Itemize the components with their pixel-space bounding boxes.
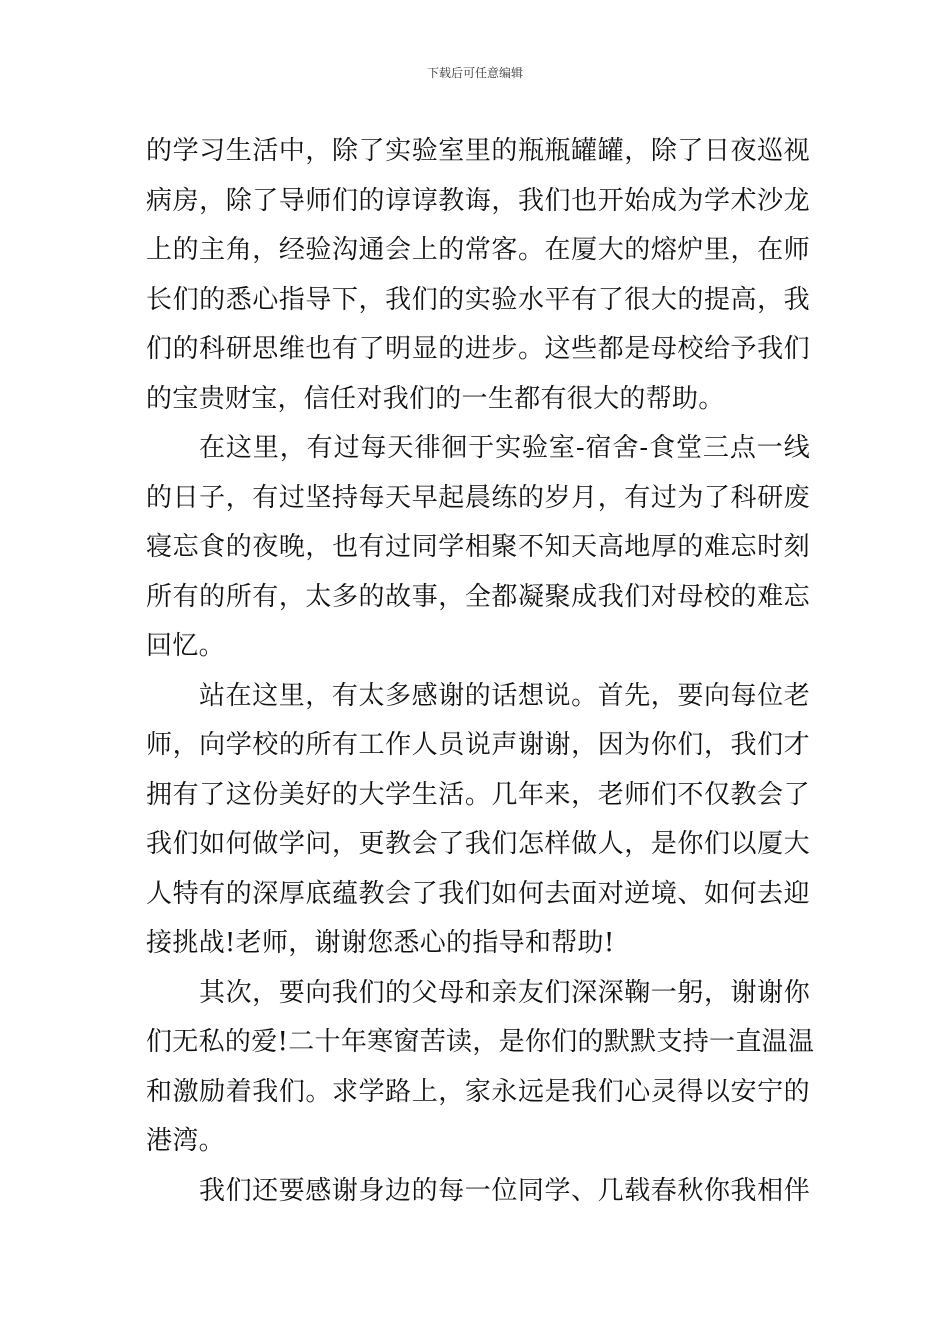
- text-line: 师，向学校的所有工作人员说声谢谢，因为你们，我们才: [146, 730, 810, 760]
- text-line: 站在这里，有太多感谢的话想说。首先，要向每位老: [199, 680, 810, 711]
- text-line: 长们的悉心指导下，我们的实验水平有了很大的提高，我: [146, 284, 810, 315]
- paragraph-1: [146, 127, 810, 424]
- paragraph-5: [146, 1167, 810, 1217]
- paragraph-2: [146, 424, 810, 672]
- text-line: 回忆。: [146, 631, 225, 661]
- text-line: 人特有的深厚底蕴教会了我们如何去面对逆境、如何去迎: [146, 878, 810, 909]
- text-line: 我们还要感谢身边的每一位同学、几载春秋你我相伴: [199, 1175, 810, 1206]
- text-line: 在这里，有过每天徘徊于实验室-宿舍-食堂三点一线: [199, 433, 810, 463]
- page-header: 下载后可任意编辑: [426, 66, 523, 80]
- text-line: 和激励着我们。求学路上，家永远是我们心灵得以安宁的: [146, 1076, 810, 1107]
- text-line: 的学习生活中，除了实验室里的瓶瓶罐罐，除了日夜巡视: [146, 136, 810, 166]
- text-line: 所有的所有，太多的故事，全都凝聚成我们对母校的难忘: [146, 581, 810, 612]
- text-line: 其次，要向我们的父母和亲友们深深鞠一躬，谢谢你: [199, 977, 810, 1008]
- text-line: 上的主角，经验沟通会上的常客。在厦大的熔炉里，在师: [146, 235, 810, 265]
- text-line: 病房，除了导师们的谆谆教诲，我们也开始成为学术沙龙: [146, 185, 810, 216]
- text-line: 我们如何做学问，更教会了我们怎样做人，是你们以厦大: [146, 829, 810, 859]
- text-line: 的宝贵财宝，信任对我们的一生都有很大的帮助。: [146, 383, 725, 414]
- text-line: 们无私的爱!二十年寒窗苦读，是你们的默默支持一直温温: [146, 1027, 815, 1057]
- text-line: 寝忘食的夜晚，也有过同学相聚不知天高地厚的难忘时刻: [146, 532, 810, 562]
- text-line: 们的科研思维也有了明显的进步。这些都是母校给予我们: [146, 334, 810, 364]
- document-body: [146, 127, 815, 1216]
- text-line: 拥有了这份美好的大学生活。几年来，老师们不仅教会了: [146, 779, 810, 810]
- text-line: 接挑战!老师，谢谢您悉心的指导和帮助!: [146, 928, 615, 958]
- paragraph-3: [146, 672, 810, 969]
- paragraph-4: [146, 969, 815, 1167]
- text-line: 港湾。: [146, 1126, 225, 1156]
- text-line: 的日子，有过坚持每天早起晨练的岁月，有过为了科研废: [146, 482, 810, 513]
